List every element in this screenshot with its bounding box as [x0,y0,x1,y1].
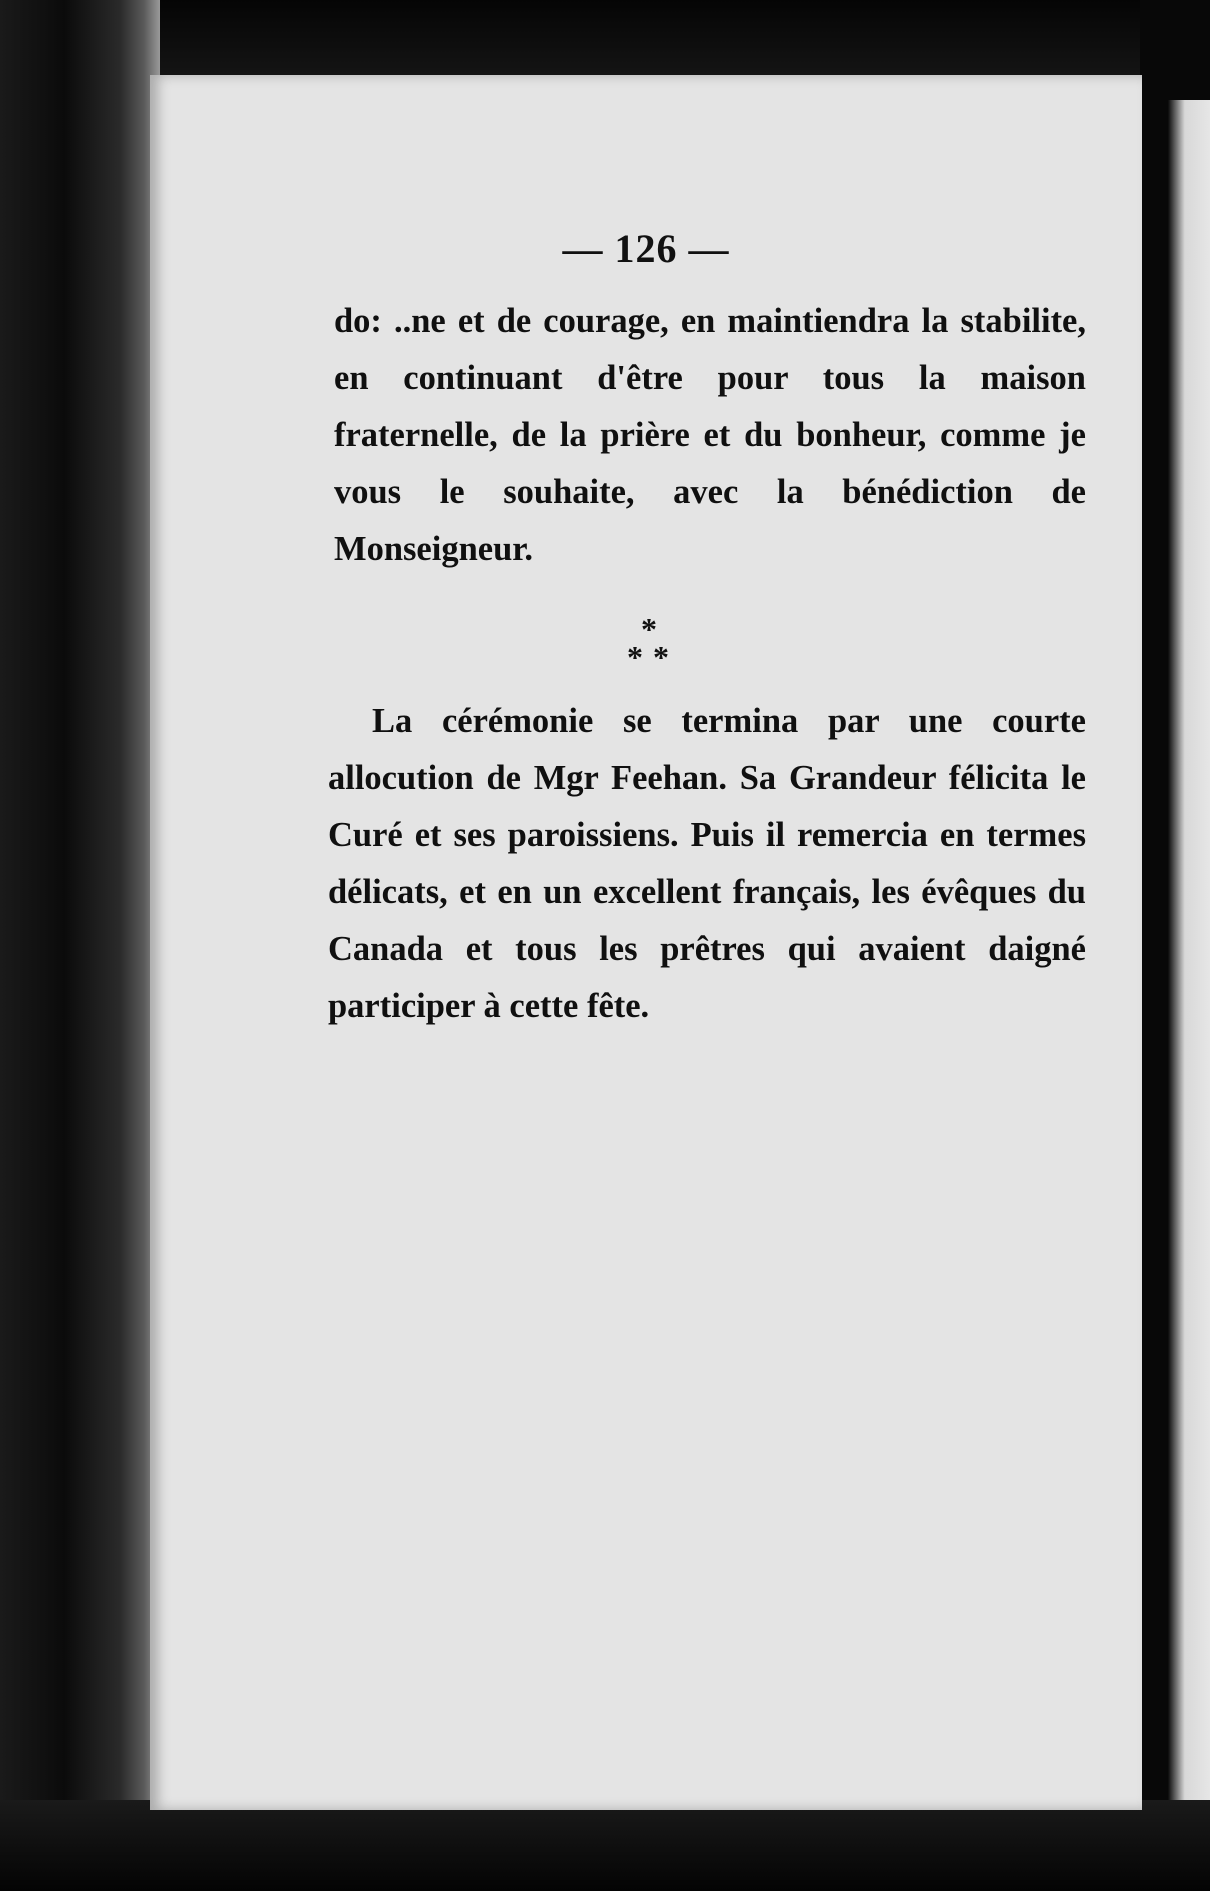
section-separator-asterism [150,611,1142,675]
scan-border-bottom [0,1800,1210,1891]
book-page [150,75,1142,1810]
paragraph-2-text: La cérémonie se termina par une courte allocution de Mgr Feehan. Sa Grandeur félicita le Curé et ses paroissiens. Puis il remercia en termes délicats, et en un excellent français, les évêques du Canada et tous les prêtres qui avaient daigné participer à cette fête. [328,702,1086,1025]
paragraph-1 [334,293,1086,578]
next-page-edge [1168,100,1210,1800]
page-number: — 126 — [562,226,730,271]
paragraph-1-text: do: ..ne et de courage, en maintiendra la stabilite, en continuant d'être pour tous la maison fraternelle, de la prière et du bonheur, comme je vous le souhaite, avec la bénédiction de Monseigneur. [334,302,1086,568]
paragraph-2 [328,693,1086,1035]
asterism-bottom: ** [627,639,679,675]
scan-border-top [0,0,1210,80]
scan-binding-left [0,0,160,1891]
asterism-top: * [641,611,657,647]
